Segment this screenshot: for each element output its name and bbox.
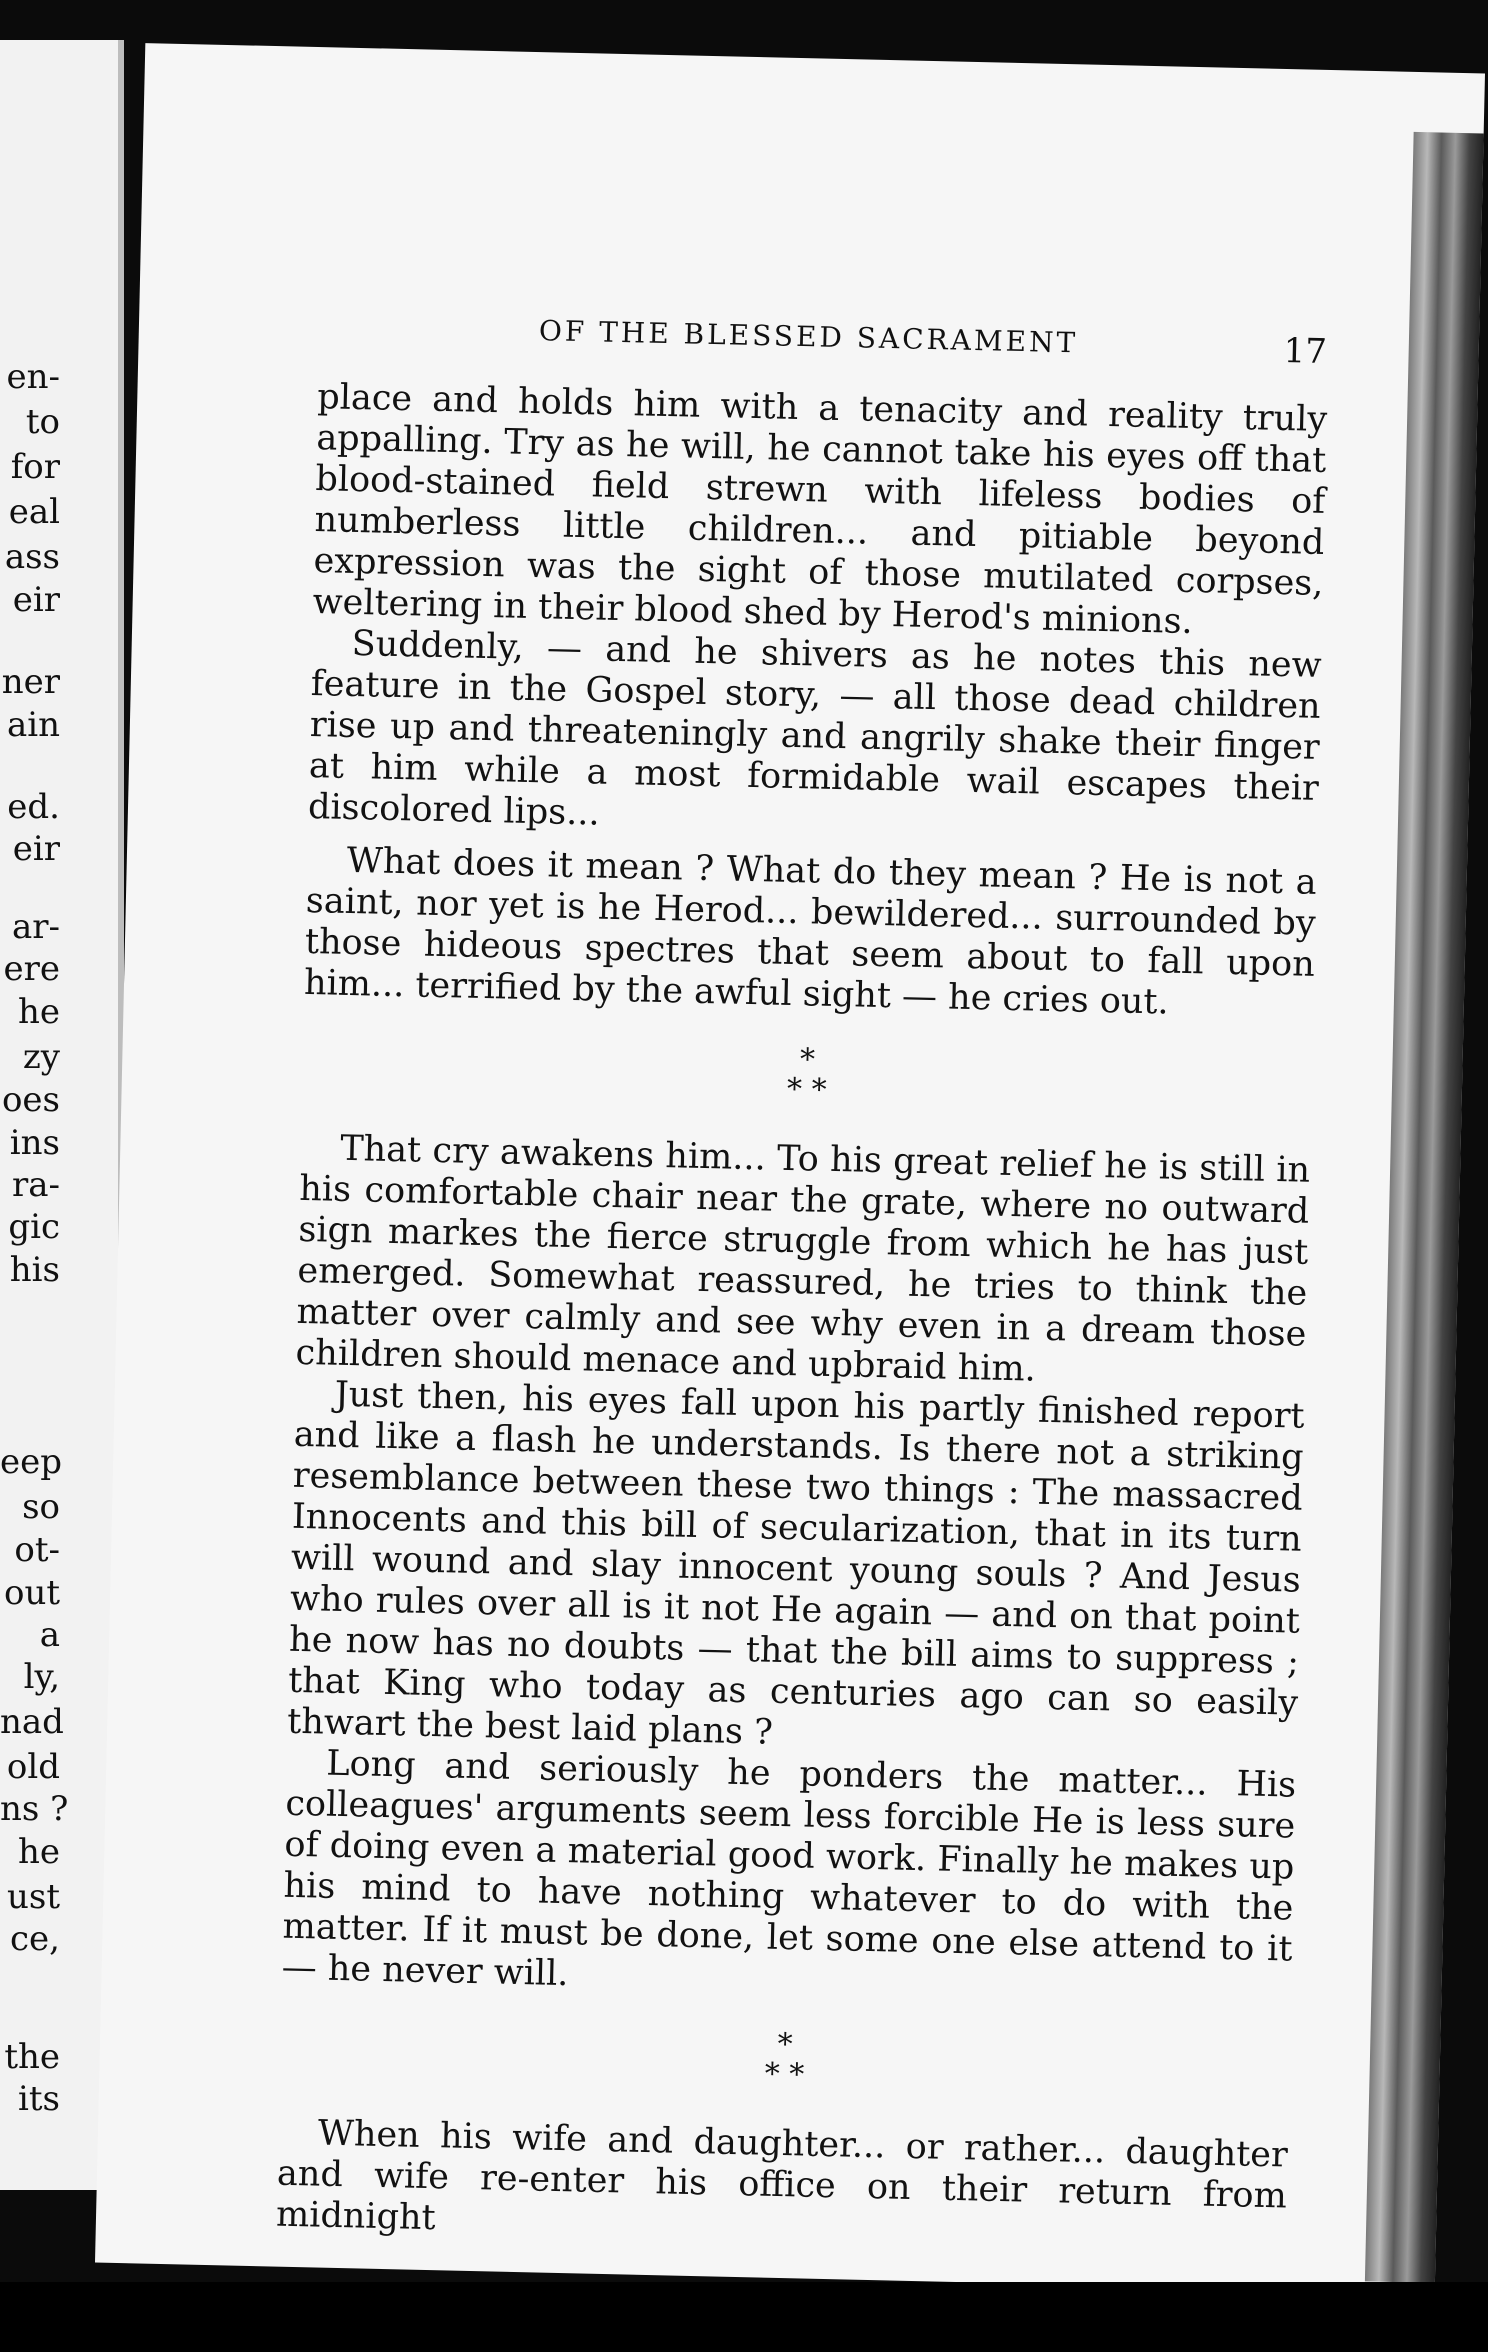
paragraph-4: That cry awakens him... To his great relief he is still in his comfortable chair near the grate, where no outward sign markes the fierce struggle from which he has just emerged. Somewhat reassured, he tries to think the matter over calmly and see why even in a dream those children should menace and upbraid him. (295, 1128, 1311, 1390)
left-page-fragment: he (17, 992, 60, 1032)
left-page-fragment: ere (3, 949, 60, 989)
left-page-fragment: a (39, 1615, 60, 1655)
paragraph-6: Long and seriously he ponders the matter... His colleagues' arguments seem less forcible He is less sure of doing even a material good work. Finally he makes up his mind to have nothing whatever to do with the matter. If it must be done, let some one else attend to it — he never will. (281, 1743, 1297, 1995)
left-page-fragment: nad (0, 1702, 64, 1742)
left-page-fragment: ot- (14, 1530, 60, 1570)
left-page-fragment: ins (9, 1123, 60, 1163)
body-text (276, 377, 1328, 2258)
paragraph-1: place and holds him with a tenacity and reality truly appalling. Try as he will, he cannot take his eyes off that blood-stained field strewn with lifeless bodies of numberless little children... and pitiable beyond expression was the sight of those mutilated corpses, weltering in their blood shed by Herod's minions. (312, 377, 1328, 642)
section-separator-1: * * * (786, 1042, 827, 1108)
left-page-fragment: out (3, 1573, 60, 1613)
section-separator-2: * * * (764, 2026, 805, 2093)
left-page-fragment: ain (6, 705, 60, 745)
left-page-fragment: ed. (7, 787, 60, 827)
book-page (95, 43, 1485, 2293)
left-page-fragment: ass (4, 537, 60, 577)
left-page-fragment: ar- (11, 907, 60, 947)
left-page-fragment: ust (6, 1877, 60, 1917)
left-page-fragment: en- (6, 357, 60, 397)
left-page-fragment: his (9, 1250, 60, 1290)
paragraph-2: Suddenly, — and he shivers as he notes this new feature in the Gospel story, — all those dead children rise up and threateningly and angrily shake their finger at him while a most formidable wail escapes their discolored lips... (307, 623, 1322, 834)
left-page-fragment: gic (8, 1207, 60, 1247)
left-page-fragment: so (22, 1487, 60, 1527)
left-page-fragment: its (18, 2079, 60, 2119)
paragraph-5: Just then, his eyes fall upon his partly finished report and like a flash he understands. Is there not a striking resemblance between these two things : The massacred Innocents and this bill of secularization, that in its turn will wound and slay innocent young souls ? And Jesus who rules over all is it not He again — and on that point he now has no doubts — that the bill aims to suppress ; that King who today as centuries ago can so easily thwart the best laid plans ? (286, 1374, 1305, 1753)
left-page-fragment: old (6, 1747, 60, 1787)
left-page-fragment: to (25, 402, 60, 442)
left-page-fragment: the (4, 2037, 60, 2077)
left-page-fragment: ner (1, 662, 60, 702)
left-page-fragment: eal (8, 492, 60, 532)
paragraph-3: What does it mean ? What do they mean ? He is not a saint, nor yet is he Herod... bewildered... surrounded by those hideous spectres that seem about to fall upon him... terrified by the awful sight — he cries out. (303, 840, 1318, 1023)
left-page-fragment: oes (1, 1080, 60, 1120)
left-page-fragment: for (10, 447, 60, 487)
left-page-fragment: zy (22, 1037, 60, 1077)
paragraph-7: When his wife and daughter... or rather... daughter and wife re-enter his office on their return from midnight (275, 2113, 1289, 2239)
left-page-fragment: ns ? (0, 1789, 69, 1829)
left-page-fragment: ly, (23, 1657, 60, 1697)
left-page-fragment: eir (12, 829, 60, 869)
left-page-fragment: he (17, 1832, 60, 1872)
page-number: 17 (1283, 330, 1328, 372)
left-page-fragment: eep (0, 1442, 63, 1482)
running-head: OF THE BLESSED SACRAMENT (538, 314, 1079, 360)
scan-bottom-shadow (0, 2282, 1488, 2352)
left-page-fragment: ra- (11, 1165, 60, 1205)
left-page-fragment: eir (12, 580, 60, 620)
left-page-fragment: ce, (10, 1919, 60, 1959)
